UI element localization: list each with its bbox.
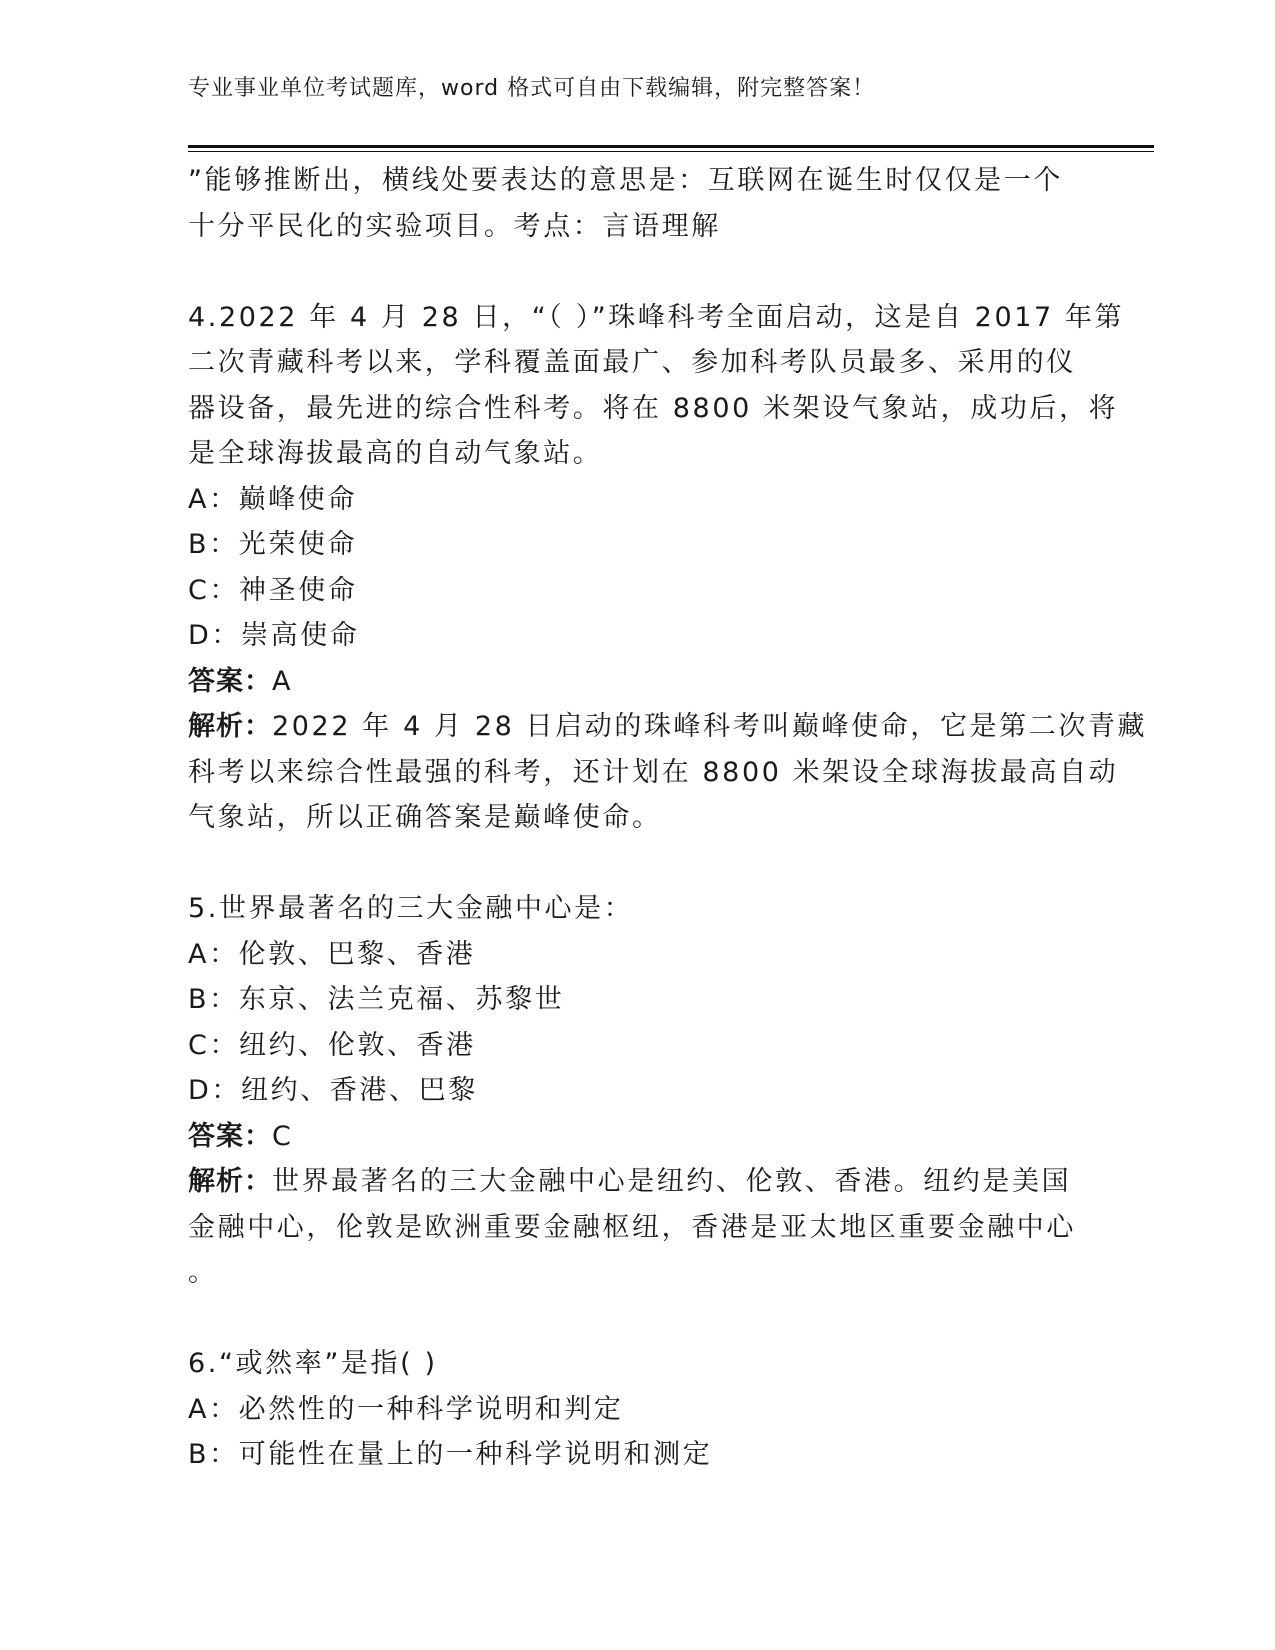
answer-value: C [272,1120,294,1152]
option-b: B：光荣使命 [188,529,358,560]
option-a: A：巅峰使命 [188,483,358,515]
header-rule-thick [188,145,1154,148]
question-4 [188,295,1148,841]
question-stem-line: 是全球海拔最高的自动气象站。 [188,438,603,469]
question-stem-line: 5.世界最著名的三大金融中心是： [188,893,634,924]
option-c: C：神圣使命 [188,574,358,606]
answer-label: 答案： [188,1120,272,1152]
option-a: A：必然性的一种科学说明和判定 [188,1393,624,1425]
page-header-text: 专业事业单位考试题库，word 格式可自由下载编辑，附完整答案！ [188,76,876,101]
analysis-line: 金融中心，伦敦是欧洲重要金融枢纽，香港是亚太地区重要金融中心 [188,1211,1076,1243]
answer-line [188,1114,1088,1160]
analysis-line [188,1159,1088,1205]
question-stem-line: 器设备，最先进的综合性科考。将在 8800 米架设气象站，成功后，将 [188,392,1119,424]
text-line: 十分平民化的实验项目。考点：言语理解 [188,210,721,242]
option-b: B：可能性在量上的一种科学说明和测定 [188,1439,713,1470]
text-line: ”能够推断出，横线处要表达的意思是：互联网在诞生时仅仅是一个 [188,165,1063,196]
analysis-label: 解析： [188,1166,272,1197]
analysis-line: 。 [188,1257,218,1288]
analysis-line: 气象站，所以正确答案是巅峰使命。 [188,802,662,833]
option-c: C：纽约、伦敦、香港 [188,1029,476,1061]
question-6 [188,1341,1088,1478]
option-b: B：东京、法兰克福、苏黎世 [188,984,565,1015]
continuation-text [188,158,1088,249]
analysis-line [188,704,1148,750]
analysis-text: 世界最著名的三大金融中心是纽约、伦敦、香港。纽约是美国 [272,1166,1072,1197]
header-rule-thin [188,151,1154,152]
option-d: D：崇高使命 [188,620,360,651]
analysis-label: 解析： [188,711,272,742]
analysis-text: 2022 年 4 月 28 日启动的珠峰科考叫巅峰使命，它是第二次青藏 [272,711,1148,742]
option-a: A：伦敦、巴黎、香港 [188,938,476,970]
question-stem-line: 4.2022 年 4 月 28 日，“（ ）”珠峰科考全面启动，这是自 2017 年第 [188,301,1125,333]
answer-value: A [272,665,294,697]
question-5 [188,886,1088,1296]
option-d: D：纽约、香港、巴黎 [188,1075,478,1106]
document-body [188,158,1148,1478]
analysis-line: 科考以来综合性最强的科考，还计划在 8800 米架设全球海拔最高自动 [188,756,1119,788]
answer-line [188,659,1088,705]
question-stem-line: 二次青藏科考以来，学科覆盖面最广、参加科考队员最多、采用的仪 [188,347,1076,378]
answer-label: 答案： [188,665,272,697]
question-stem-line: 6.“或然率”是指( ) [188,1348,438,1379]
